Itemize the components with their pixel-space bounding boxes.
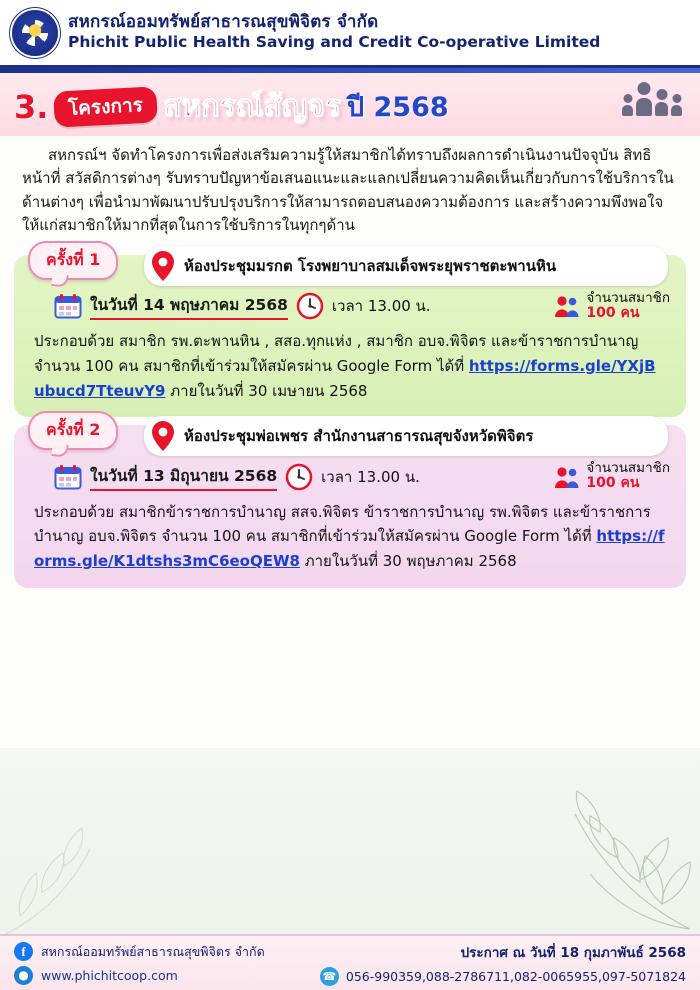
title-band [0, 73, 700, 136]
session-1-count-label: จำนวนสมาชิก [586, 290, 670, 306]
members-icon [554, 293, 580, 319]
footer-website-text: www.phichitcoop.com [41, 967, 178, 983]
session-1-count [554, 291, 670, 321]
title-year: ปี 2568 [346, 92, 449, 123]
clock-icon [285, 463, 313, 491]
session-2-count-lines [586, 461, 670, 491]
session-card-2 [14, 420, 686, 587]
session-2-time: เวลา 13.00 น. [321, 467, 420, 486]
session-2-meta [30, 459, 670, 497]
footer-phone-row [320, 967, 686, 986]
session-1-place-row [144, 246, 668, 286]
title-main: สหกรณ์สัญจร [163, 89, 341, 124]
footer-facebook-text: สหกรณ์ออมทรัพย์สาธารณสุขพิจิตร จำกัด [41, 943, 265, 959]
decorative-foliage [0, 748, 700, 934]
leaf-branch-icon [0, 794, 210, 934]
location-pin-icon [150, 250, 176, 282]
header-title-en: Phichit Public Health Saving and Credit Co-operative Limited [68, 33, 601, 52]
session-2-count-label: จำนวนสมาชิก [586, 460, 670, 477]
calendar-icon [54, 464, 82, 490]
session-2-body-before: ประกอบด้วย สมาชิกข้าราชการบำนาญ สสจ.พิจิตร ข้าราชการบำนาญ รพ.พิจิตร และข้าราชการบำนาญ อบจ.พิจิตร จำนวน 100 คน สมาชิกที่เข้าร่วมให้สมัครผ่าน Google Form ได้ที่ [34, 502, 651, 546]
leaf-branch-icon [400, 754, 700, 934]
cooperative-logo-icon [12, 10, 58, 56]
footer-website-row[interactable] [14, 966, 265, 985]
session-1-place: ห้องประชุมมรกต โรงพยาบาลสมเด็จพระยุพราชตะพานหิน [184, 257, 557, 275]
footer-facebook-row[interactable] [14, 942, 265, 962]
session-2-body [30, 498, 670, 574]
session-2-count-value: 100 คน [586, 475, 640, 492]
session-2-count [554, 461, 670, 491]
session-1-meta [30, 289, 670, 327]
footer-phone-text: 056-990359,088-2786711,082-0065955,097-5071824 [345, 968, 686, 984]
session-1-time: เวลา 13.00 น. [331, 297, 431, 316]
session-1-date: ในวันที่ 14 พฤษภาคม 2568 [90, 292, 288, 320]
session-2-badge: ครั้งที่ 2 [28, 411, 118, 450]
footer-announce-date: ประกาศ ณ วันที่ 18 กุมภาพันธ์ 2568 [460, 944, 686, 961]
session-1-count-value: 100 คน [586, 304, 640, 321]
intro-paragraph: สหกรณ์ฯ จัดทำโครงการเพื่อส่งเสริมความรู้ให้สมาชิกได้ทราบถึงผลการดำเนินงานปัจจุบัน สิทธิหน้าที่ สวัสดิการต่างๆ รับทราบปัญหาข้อเสนอแนะและแลกเปลี่ยนความคิดเห็นเกี่ยวกับการใช้บริการในด้านต่างๆ เพื่อนำมาพัฒนาปรับปรุงบริการให้สามารถตอบสนองความต้องการ และสร้างความพึงพอใจให้แก่สมาชิกให้มากที่สุดในการใช้บริการในทุกๆด้าน [22, 146, 674, 234]
globe-icon: ● [14, 966, 33, 985]
members-icon [554, 464, 580, 490]
session-1-body-before: ประกอบด้วย สมาชิก รพ.ตะพานหิน , สสอ.ทุกแห่ง , สมาชิก อบจ.พิจิตร และข้าราชการบำนาญ จำนวน 100 คน สมาชิกที่เข้าร่วมให้สมัครผ่าน Google Form ได้ที่ [34, 332, 639, 375]
people-group-icon [622, 98, 686, 116]
header-titles [68, 12, 600, 53]
page-footer [0, 934, 700, 990]
session-1-badge: ครั้งที่ 1 [28, 241, 118, 280]
calendar-icon [54, 293, 82, 319]
header-title-th: สหกรณ์ออมทรัพย์สาธารณสุขพิจิตร จำกัด [68, 12, 379, 33]
session-2-link[interactable]: https://forms.gle/K1dtshs3mC6eoQEW8 [34, 527, 665, 571]
footer-contact-right [320, 941, 686, 986]
session-card-1 [14, 250, 686, 417]
footer-contact-left [14, 942, 265, 985]
title-number: 3. [14, 87, 49, 126]
location-pin-icon [150, 420, 176, 452]
session-2-date: ในวันที่ 13 มิถุนายน 2568 [90, 463, 277, 491]
page-header [0, 0, 700, 68]
session-1-count-lines [586, 291, 670, 321]
session-2-place: ห้องประชุมพ่อเพชร สำนักงานสาธารณสุขจังหวัดพิจิตร [184, 427, 534, 446]
session-1-link[interactable]: https://forms.gle/YXjBubucd7TteuvY9 [34, 356, 656, 400]
clock-icon [296, 292, 324, 320]
session-1-body [30, 327, 670, 403]
session-1-body-after: ภายในวันที่ 30 เมษายน 2568 [165, 381, 368, 400]
facebook-icon: f [14, 942, 33, 961]
phone-icon: ☎ [320, 967, 339, 986]
session-2-place-row [144, 416, 668, 456]
session-2-body-after: ภายในวันที่ 30 พฤษภาคม 2568 [299, 552, 517, 571]
title-ribbon: โครงการ [54, 86, 159, 127]
